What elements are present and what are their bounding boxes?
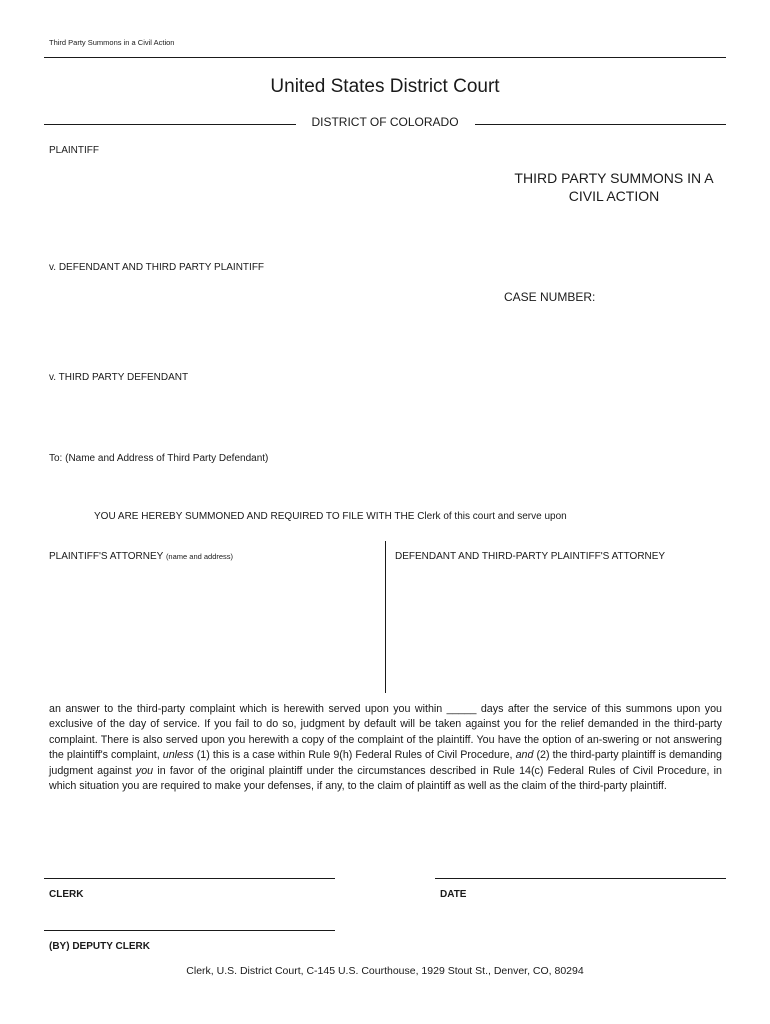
body-part-3: (2) the third-party plaintiff is demanding judgment against [49, 749, 722, 777]
deputy-clerk-label: (BY) DEPUTY CLERK [49, 941, 150, 952]
court-title: United States District Court [270, 76, 500, 97]
document-title-line2: CIVIL ACTION [568, 188, 660, 204]
summons-notice: YOU ARE HEREBY SUMMONED AND REQUIRED TO FILE WITH THE Clerk of this court and serve upon [94, 511, 567, 522]
to-address-label: To: (Name and Address of Third Party Defendant) [49, 453, 269, 464]
defendant-attorney-label: DEFENDANT AND THIRD-PARTY PLAINTIFF'S ATTORNEY [395, 551, 666, 562]
body-emphasis-you: you [135, 764, 154, 777]
plaintiff-attorney-label [49, 551, 233, 562]
form-name: Third Party Summons in a Civil Action [49, 38, 175, 47]
district-rule-right [475, 124, 726, 125]
clerk-address: Clerk, U.S. District Court, C-145 U.S. Courthouse, 1929 Stout St., Denver, CO, 80294 [186, 965, 584, 977]
deputy-signature-line [44, 930, 335, 931]
case-number-label: CASE NUMBER: [504, 290, 596, 304]
plaintiff-attorney-title: PLAINTIFF'S ATTORNEY [49, 551, 164, 562]
body-emphasis-unless: unless [162, 749, 194, 762]
district-name: DISTRICT OF COLORADO [311, 115, 459, 129]
body-part-1: an answer to the third-party complaint which is herewith served upon you within _____ days after the service of this summons upon you exclusive of the day of service. If you fail to do so, judgment by default will be taken against you for the relief demanded in the third-party complaint. There is also served upon you herewith a copy of the complaint of the plaintiff. You have the option of an-swering or not answering the plaintiff's complaint, [49, 703, 722, 762]
attorney-column-divider [385, 541, 386, 693]
body-emphasis-and: and [515, 749, 534, 762]
body-part-2: (1) this is a case within Rule 9(h) Federal Rules of Civil Procedure, [193, 749, 516, 762]
third-party-defendant-label: v. THIRD PARTY DEFENDANT [49, 372, 189, 383]
clerk-signature-line [44, 878, 335, 879]
clerk-label: CLERK [49, 889, 84, 900]
date-label: DATE [440, 889, 467, 900]
defendant-label: v. DEFENDANT AND THIRD PARTY PLAINTIFF [49, 262, 265, 273]
header-rule [44, 57, 726, 58]
document-title-line1: THIRD PARTY SUMMONS IN A [514, 170, 714, 186]
plaintiff-attorney-note: (name and address) [165, 552, 234, 561]
summons-body [49, 702, 722, 794]
date-signature-line [435, 878, 726, 879]
plaintiff-label: PLAINTIFF [49, 145, 100, 156]
document-title [500, 169, 728, 205]
body-part-4: in favor of the original plaintiff under the circumstances described in Rule 14(c) Federal Rules of Civil Procedure, in which situation you are required to make your defenses, if any, to the claim of plaintiff as well as the claim of the third-party plaintiff. [49, 764, 722, 793]
